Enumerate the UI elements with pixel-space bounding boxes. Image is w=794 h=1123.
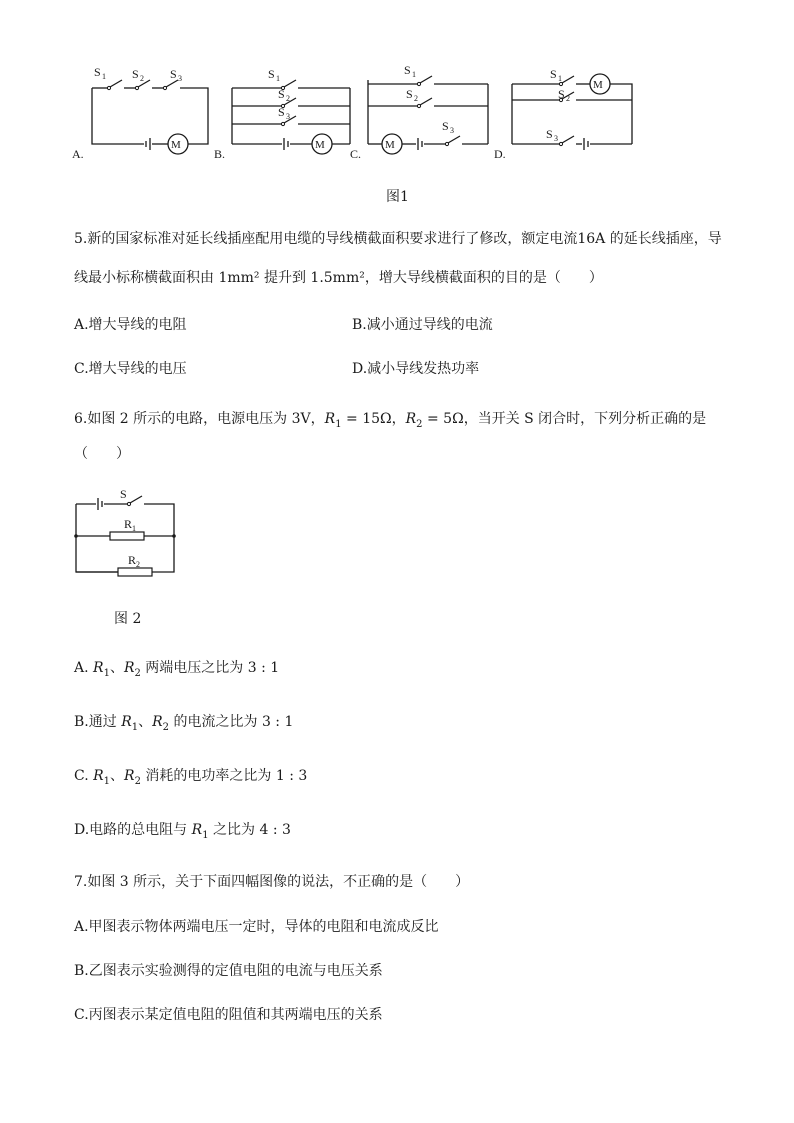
figure-2-circuit xyxy=(70,486,190,582)
option-label-c: C. xyxy=(350,147,362,161)
svg-text:S: S xyxy=(550,67,557,81)
svg-text:1: 1 xyxy=(558,74,562,83)
q7-option-b[interactable]: B.乙图表示实验测得的定值电阻的电流与电压关系 xyxy=(74,963,383,979)
svg-text:M: M xyxy=(315,139,325,151)
q7-option-a[interactable]: A.甲图表示物体两端电压一定时，导体的电阻和电流成反比 xyxy=(74,919,439,935)
svg-text:S: S xyxy=(546,127,553,141)
svg-text:2: 2 xyxy=(414,94,418,103)
svg-text:1: 1 xyxy=(132,524,136,533)
svg-text:S: S xyxy=(170,67,177,81)
q5-stem-line1: 5.新的国家标准对延长线插座配用电缆的导线横截面积要求进行了修改，额定电流16A 的延长线插座，导 xyxy=(74,231,722,247)
figure-1-circuits xyxy=(60,60,660,170)
svg-text:M: M xyxy=(593,79,603,91)
svg-text:S: S xyxy=(558,87,565,101)
resistor-r1 xyxy=(110,532,144,540)
q7-option-c[interactable]: C.丙图表示某定值电阻的阻值和其两端电压的关系 xyxy=(74,1007,383,1023)
option-label-a: A. xyxy=(72,147,84,161)
q5-stem-line2: 线最小标称横截面积由 1mm² 提升到 1.5mm²，增大导线横截面积的目的是（ ） xyxy=(74,270,603,286)
figure-1-caption: 图1 xyxy=(386,189,409,205)
circuit-b xyxy=(232,67,350,154)
q6-option-a[interactable]: A. $R_1$、$R_2$ 两端电压之比为 3 : 1 xyxy=(74,660,280,679)
svg-text:R: R xyxy=(128,553,137,567)
circuit-c xyxy=(368,63,488,154)
svg-text:2: 2 xyxy=(566,94,570,103)
svg-text:3: 3 xyxy=(554,134,558,143)
q5-option-c[interactable]: C.增大导线的电压 xyxy=(74,361,187,377)
q6-stem-paren: （ ） xyxy=(74,446,130,462)
svg-text:S: S xyxy=(404,63,411,77)
svg-text:1: 1 xyxy=(412,70,416,79)
svg-text:M: M xyxy=(171,139,181,151)
svg-text:R: R xyxy=(124,517,133,531)
option-label-d: D. xyxy=(494,147,506,161)
q5-option-b[interactable]: B.减小通过导线的电流 xyxy=(352,317,493,333)
q7-stem: 7.如图 3 所示，关于下面四幅图像的说法，不正确的是（ ） xyxy=(74,874,470,890)
svg-text:S: S xyxy=(278,105,285,119)
q6-option-b[interactable]: B.通过 $R_1$、$R_2$ 的电流之比为 3 : 1 xyxy=(74,714,294,733)
resistor-r2 xyxy=(118,568,152,576)
q6-stem: 6.如图 2 所示的电路，电源电压为 3V，$R_1 = 15\Omega$，$R_2 = 5\Omega$，当开关 S 闭合时，下列分析正确的是 xyxy=(74,411,707,430)
svg-text:1: 1 xyxy=(276,74,280,83)
figure-2-caption: 图 2 xyxy=(114,611,142,627)
svg-text:S: S xyxy=(406,87,413,101)
svg-text:3: 3 xyxy=(286,112,290,121)
q5-option-a[interactable]: A.增大导线的电阻 xyxy=(74,317,187,333)
q6-option-d[interactable]: D.电路的总电阻与 $R_1$ 之比为 4 : 3 xyxy=(74,822,291,841)
circuit-a xyxy=(92,65,208,154)
svg-text:1: 1 xyxy=(102,72,106,81)
svg-text:S: S xyxy=(442,119,449,133)
circuit-d xyxy=(512,67,632,150)
q6-option-c[interactable]: C. $R_1$、$R_2$ 消耗的电功率之比为 1 : 3 xyxy=(74,768,308,787)
svg-text:2: 2 xyxy=(286,94,290,103)
svg-text:S: S xyxy=(268,67,275,81)
svg-text:3: 3 xyxy=(178,74,182,83)
svg-text:S: S xyxy=(132,67,139,81)
svg-text:M: M xyxy=(385,139,395,151)
option-label-b: B. xyxy=(214,147,226,161)
svg-text:S: S xyxy=(120,487,127,501)
svg-text:3: 3 xyxy=(450,126,454,135)
svg-text:S: S xyxy=(94,65,101,79)
svg-text:2: 2 xyxy=(140,74,144,83)
q5-option-d[interactable]: D.减小导线发热功率 xyxy=(352,361,480,377)
svg-text:2: 2 xyxy=(136,560,140,569)
svg-text:S: S xyxy=(278,87,285,101)
